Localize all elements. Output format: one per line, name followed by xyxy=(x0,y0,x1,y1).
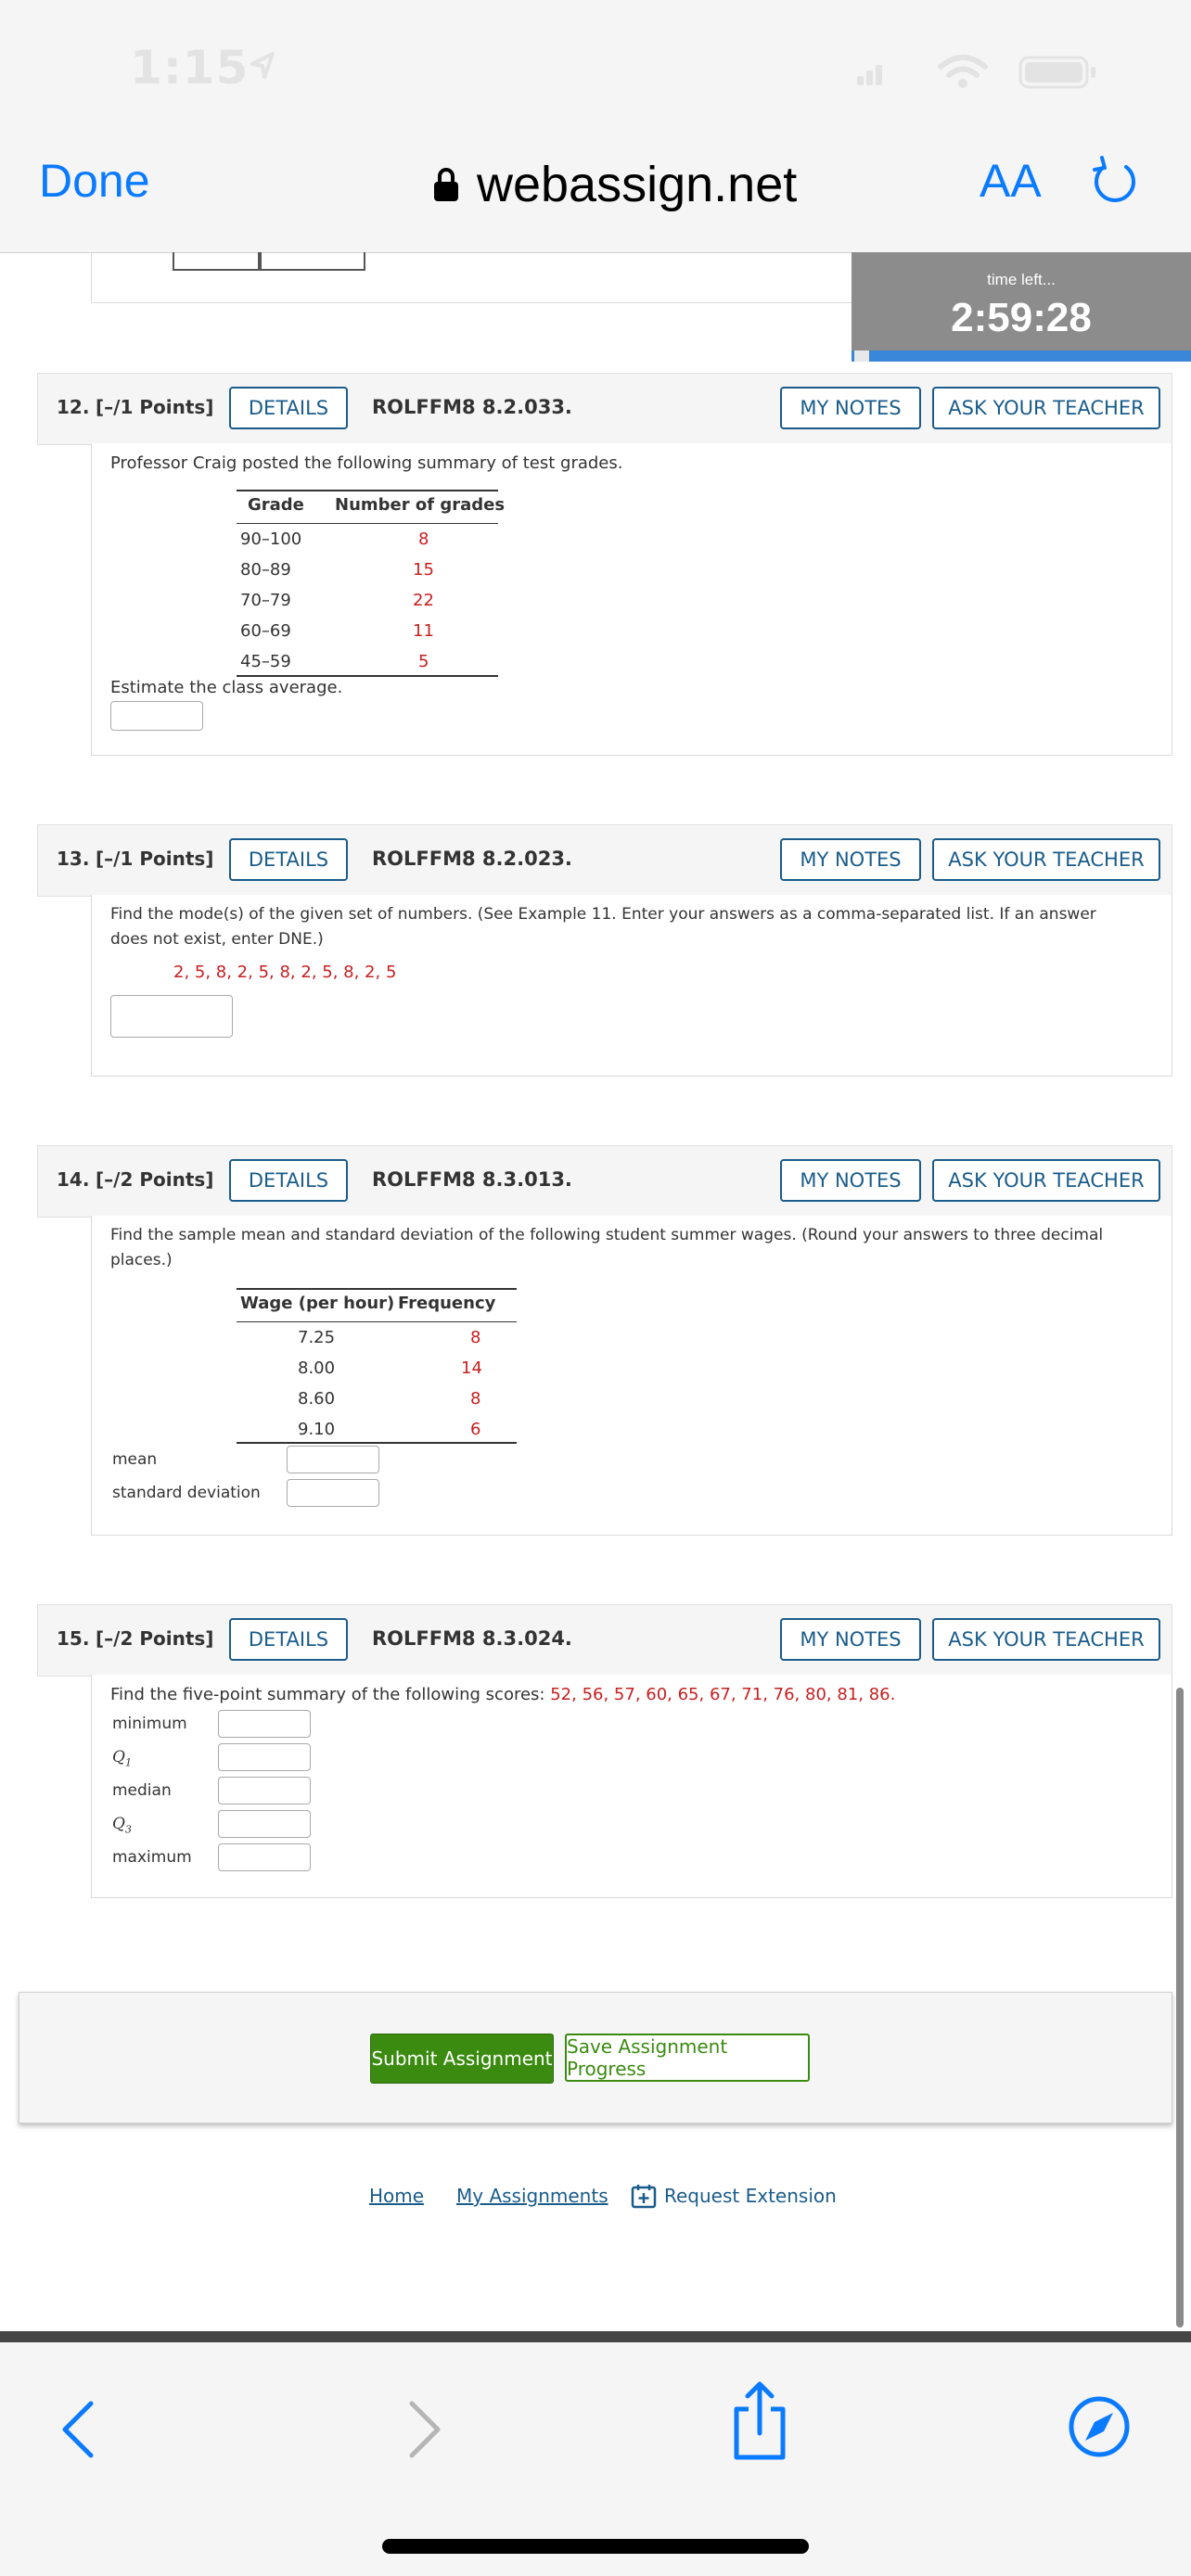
q1-subscript: 1 xyxy=(124,1756,132,1769)
class-average-input[interactable] xyxy=(110,701,203,731)
details-button[interactable]: DETAILS xyxy=(229,1618,348,1661)
time-left-label: time left... xyxy=(987,271,1056,288)
table-cell: 80–89 xyxy=(240,560,291,580)
question-12-header xyxy=(37,373,1172,445)
number-set: 2, 5, 8, 2, 5, 8, 2, 5, 8, 2, 5 xyxy=(173,963,397,982)
my-notes-button[interactable]: MY NOTES xyxy=(780,1159,921,1202)
question-points: [–/1 Points] xyxy=(96,848,214,870)
table-bottom-rule xyxy=(237,1442,517,1444)
previous-table-cell xyxy=(173,252,262,271)
table-cell: 6 xyxy=(470,1420,481,1439)
ask-your-teacher-button[interactable]: ASK YOUR TEACHER xyxy=(932,838,1160,881)
q3-subscript: 3 xyxy=(124,1823,132,1836)
my-notes-button[interactable]: MY NOTES xyxy=(780,838,921,881)
question-prompt: Find the sample mean and standard deviation of the following student summer wages. (Round your answers to three decimal xyxy=(110,1226,1104,1244)
maximum-input[interactable] xyxy=(218,1843,311,1871)
question-13-body xyxy=(91,895,1172,1077)
compass-icon[interactable] xyxy=(1067,2394,1132,2459)
table-cell: 14 xyxy=(461,1358,482,1378)
table-cell: 8.00 xyxy=(298,1358,336,1378)
table-cell: 11 xyxy=(413,621,434,641)
question-code: ROLFFM8 8.2.023. xyxy=(372,848,572,870)
my-notes-button[interactable]: MY NOTES xyxy=(780,1618,921,1661)
time-progress-bar xyxy=(852,351,1191,362)
question-number: 13. xyxy=(57,848,90,870)
question-code: ROLFFM8 8.3.013. xyxy=(372,1168,572,1191)
question-prompt: Professor Craig posted the following summary of test grades. xyxy=(110,453,623,473)
question-code: ROLFFM8 8.3.024. xyxy=(372,1627,572,1650)
question-prompt-line xyxy=(110,1682,895,1707)
request-extension-link[interactable]: Request Extension xyxy=(664,2185,837,2207)
q1-input[interactable] xyxy=(218,1743,311,1771)
my-notes-button[interactable]: MY NOTES xyxy=(780,387,921,429)
table-cell: 8 xyxy=(470,1389,481,1409)
q1-letter: Q xyxy=(112,1748,125,1766)
details-button[interactable]: DETAILS xyxy=(229,838,348,881)
table-cell: 45–59 xyxy=(240,652,291,671)
question-text: Estimate the class average. xyxy=(110,678,343,697)
table-header-rule xyxy=(237,1321,517,1322)
maximum-label: maximum xyxy=(112,1848,192,1867)
home-link[interactable]: Home xyxy=(369,2185,425,2207)
median-input[interactable] xyxy=(218,1777,311,1804)
mean-input[interactable] xyxy=(287,1446,379,1473)
table-cell: 15 xyxy=(413,560,434,580)
table-header: Number of grades xyxy=(335,495,506,515)
submit-panel xyxy=(19,1992,1172,2123)
wifi-icon xyxy=(935,52,991,91)
question-15-header xyxy=(37,1604,1172,1677)
table-cell: 8.60 xyxy=(298,1389,336,1409)
table-cell: 8 xyxy=(418,529,429,549)
table-cell: 5 xyxy=(418,652,429,671)
previous-table-cell xyxy=(258,252,365,271)
standard-deviation-label: standard deviation xyxy=(112,1484,261,1502)
save-assignment-progress-button[interactable]: Save Assignment Progress xyxy=(565,2034,810,2082)
timer-collapse-handle[interactable] xyxy=(854,351,869,362)
ask-your-teacher-button[interactable]: ASK YOUR TEACHER xyxy=(932,1618,1160,1661)
home-indicator xyxy=(382,2539,809,2554)
q3-input[interactable] xyxy=(218,1810,311,1838)
question-14-body xyxy=(91,1216,1172,1536)
table-header: Grade xyxy=(248,495,304,515)
question-13-header xyxy=(37,824,1172,897)
table-cell: 90–100 xyxy=(240,529,302,549)
question-14-header xyxy=(37,1145,1172,1218)
q3-letter: Q xyxy=(112,1815,125,1833)
mode-answer-input[interactable] xyxy=(110,995,233,1038)
ask-your-teacher-button[interactable]: ASK YOUR TEACHER xyxy=(932,1159,1160,1202)
standard-deviation-input[interactable] xyxy=(287,1479,379,1507)
q3-label xyxy=(112,1812,132,1842)
table-header: Frequency xyxy=(398,1294,496,1313)
minimum-label: minimum xyxy=(112,1715,187,1733)
question-points: [–/2 Points] xyxy=(96,1627,214,1650)
question-prompt: does not exist, enter DNE.) xyxy=(110,930,324,949)
forward-icon[interactable] xyxy=(403,2398,445,2463)
table-cell: 9.10 xyxy=(298,1420,336,1439)
status-time: 1:15 xyxy=(130,41,250,95)
question-15-body xyxy=(91,1675,1172,1898)
mean-label: mean xyxy=(112,1450,158,1469)
median-label: median xyxy=(112,1781,172,1800)
share-icon[interactable] xyxy=(727,2379,792,2463)
battery-icon xyxy=(1018,54,1100,91)
question-points: [–/1 Points] xyxy=(96,396,214,418)
score-list: 52, 56, 57, 60, 65, 67, 71, 76, 80, 81, 86. xyxy=(550,1685,896,1704)
reload-icon[interactable] xyxy=(1089,154,1141,210)
ask-your-teacher-button[interactable]: ASK YOUR TEACHER xyxy=(932,387,1160,429)
time-left-value: 2:59:28 xyxy=(951,295,1092,340)
browser-top-bar xyxy=(0,0,1191,253)
table-cell: 7.25 xyxy=(298,1328,336,1347)
table-header: Wage (per hour) xyxy=(240,1294,395,1313)
question-prompt: Find the mode(s) of the given set of numbers. (See Example 11. Enter your answers as a comma-separated list. If an answer xyxy=(110,905,1096,924)
question-number: 12. xyxy=(57,396,90,418)
calendar-plus-icon[interactable] xyxy=(631,2183,657,2209)
page-scrollbar[interactable] xyxy=(1176,1688,1184,2327)
table-top-rule xyxy=(237,490,498,491)
table-cell: 8 xyxy=(470,1328,481,1347)
back-icon[interactable] xyxy=(58,2398,100,2463)
lock-icon xyxy=(432,166,460,203)
table-top-rule xyxy=(237,1288,517,1290)
question-number: 14. xyxy=(57,1168,90,1191)
question-number: 15. xyxy=(57,1627,90,1650)
table-cell: 22 xyxy=(413,591,434,610)
submit-assignment-button[interactable]: Submit Assignment xyxy=(370,2034,554,2084)
question-12-body xyxy=(91,443,1172,756)
time-left-panel xyxy=(852,252,1191,362)
text-size-button[interactable]: AA xyxy=(980,155,1042,207)
minimum-input[interactable] xyxy=(218,1710,311,1738)
url-text: webassign.net xyxy=(477,157,798,212)
question-code: ROLFFM8 8.2.033. xyxy=(372,396,572,418)
details-button[interactable]: DETAILS xyxy=(229,1159,348,1202)
table-cell: 60–69 xyxy=(240,621,291,641)
table-cell: 70–79 xyxy=(240,591,291,610)
question-points: [–/2 Points] xyxy=(96,1168,214,1191)
question-prompt: places.) xyxy=(110,1251,173,1269)
cellular-signal-icon xyxy=(853,59,890,87)
details-button[interactable]: DETAILS xyxy=(229,387,348,429)
location-arrow-icon xyxy=(249,50,276,82)
table-header-rule xyxy=(237,523,498,524)
url-bar[interactable] xyxy=(432,152,797,217)
q1-label xyxy=(112,1745,132,1775)
my-assignments-link[interactable]: My Assignments xyxy=(456,2185,608,2207)
done-button[interactable]: Done xyxy=(39,155,150,207)
question-prompt: Find the five-point summary of the following scores: xyxy=(110,1685,551,1704)
